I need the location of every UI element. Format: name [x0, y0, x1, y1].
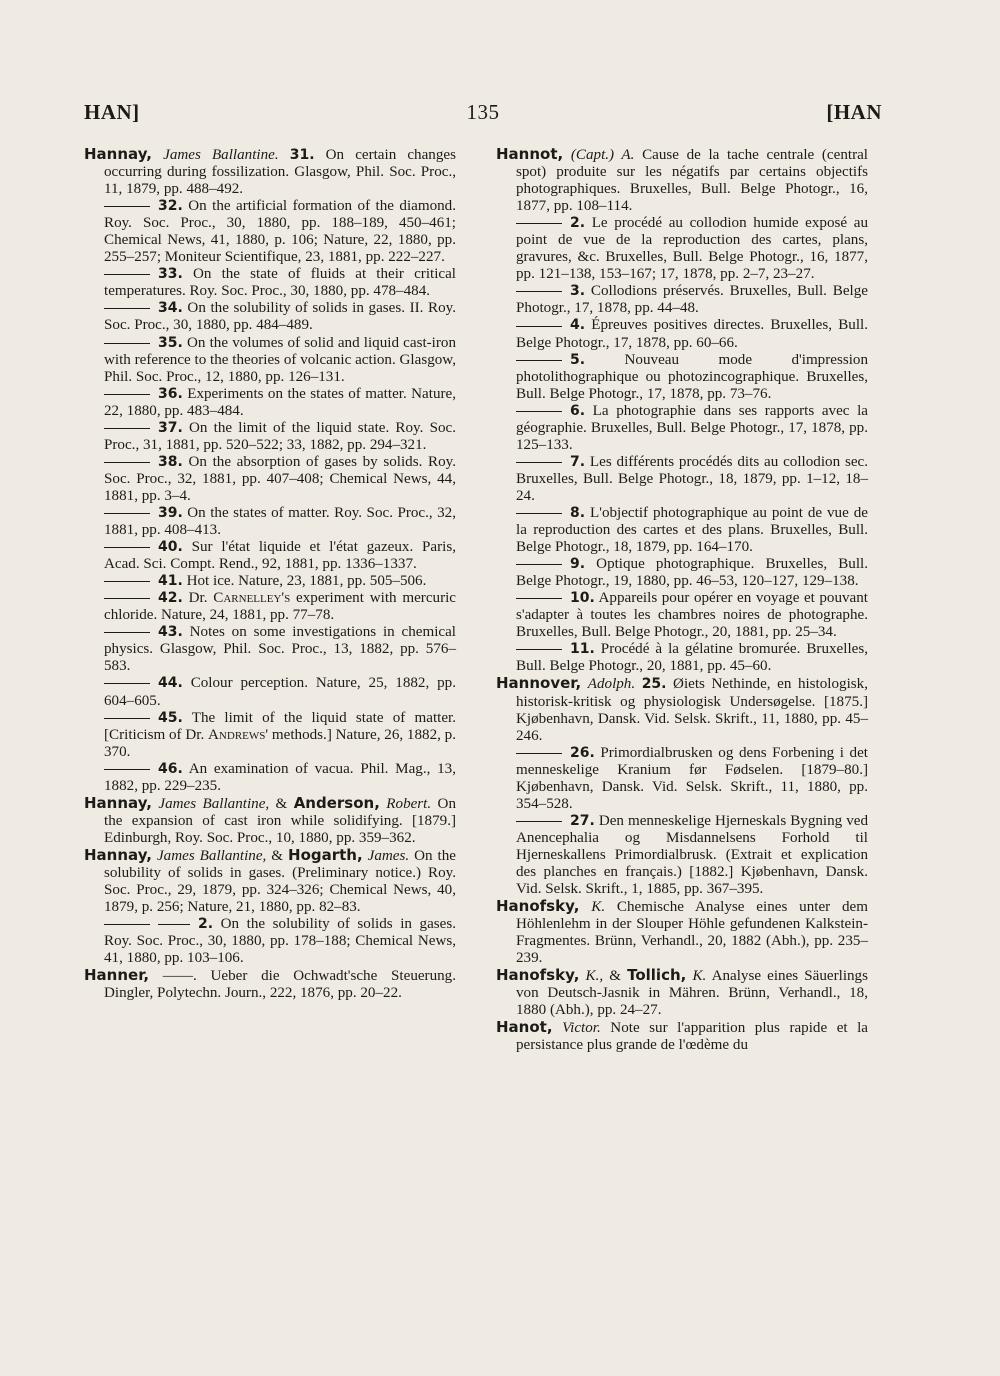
entry-text: On the expansion of cast iron while solidifying. [1879.] Edinburgh, Roy. Soc. Proc., 10, 1880, pp. 359–362. [104, 795, 456, 846]
entry-text: Notes on some investigations in chemical physics. Glasgow, Phil. Soc. Proc., 13, 1882, pp. 576–583. [104, 624, 456, 675]
entry-36 [84, 386, 456, 420]
entry-text: Colour perception. Nature, 25, 1882, pp. 604–605. [104, 675, 456, 709]
entry-hannover-26 [496, 745, 868, 813]
entry-text: On the volumes of solid and liquid cast-iron with reference to the theories of volcanic action. Glasgow, Phil. Soc. Proc., 12, 1880, pp. 126–131. [104, 334, 456, 385]
coauthor-name: Anderson, [293, 793, 380, 812]
entry-41 [84, 573, 456, 590]
entry-number: 7. [570, 453, 586, 470]
entry-number: 41. [158, 573, 183, 590]
entry-text-pre: Dr. [182, 590, 214, 607]
entry-text: On the solubility of solids in gases. Roy. Soc. Proc., 30, 1880, pp. 178–188; Chemical News, 41, 1880, pp. 103–106. [104, 916, 456, 967]
header-left-guide: HAN] [84, 100, 140, 124]
author-name: Hanofsky, [496, 966, 580, 985]
entry-hannay-hogarth [84, 847, 456, 916]
small-caps-name: Andrews' [208, 726, 269, 743]
ditto-dash [104, 308, 150, 309]
entry-text: Cause de la tache centrale (central spot) produite sur les négatifs par certains objectifs photographiques. Bruxelles, Bull. Belge Photogr., 16, 1877, pp. 108–114. [516, 147, 868, 215]
entry-text: Ueber die Ochwadt'sche Steuerung. Dingler, Polytechn. Journ., 222, 1876, pp. 20–22. [104, 968, 457, 1002]
author-given: Victor. [562, 1020, 601, 1037]
entry-33 [84, 266, 456, 300]
entry-number: 10. [570, 590, 595, 607]
coauthor-name: Hogarth, [288, 845, 363, 864]
entry-text: Sur l'état liquide et l'état gazeux. Paris, Acad. Sci. Compt. Rend., 92, 1881, pp. 1336–1337. [104, 539, 456, 573]
entry-number: 2. [198, 916, 214, 933]
entry-number: 32. [158, 198, 183, 215]
left-column [84, 146, 456, 1002]
author-name: Hannover, [496, 674, 582, 693]
entry-number: 8. [570, 504, 586, 521]
entry-hanofsky [496, 898, 868, 967]
entry-text: La photographie dans ses rapports avec la géographie. Bruxelles, Bull. Belge Photogr., 17, 1878, pp. 125–133. [516, 402, 868, 453]
entry-text: Hot ice. Nature, 23, 1881, pp. 505–506. [182, 573, 427, 590]
ditto-dash [104, 547, 150, 548]
author-name: Hannay, [84, 793, 153, 812]
entry-text: Optique photographique. Bruxelles, Bull. Belge Photogr., 19, 1880, pp. 46–53, 120–127, 129–138. [516, 556, 868, 590]
entry-number: 39. [158, 504, 183, 521]
entry-text: Analyse eines Säuerlings von Deutsch-Jasnik in Mähren. Brünn, Verhandl., 18, 1880 (Abh.), pp. 24–27. [516, 968, 868, 1019]
ditto-dash [516, 360, 562, 361]
entry-number: 37. [158, 419, 183, 436]
ditto-dash [516, 326, 562, 327]
ditto-dash [516, 564, 562, 565]
entry-hannot-11 [496, 641, 868, 675]
entry-text: On the state of fluids at their critical temperatures. Roy. Soc. Proc., 30, 1880, pp. 478–484. [104, 266, 456, 300]
author-given: K. [591, 899, 606, 916]
entry-hannot-4 [496, 317, 868, 351]
entry-text: experiment with mercuric chloride. Nature, 24, 1881, pp. 77–78. [104, 590, 456, 624]
entry-hogarth-2 [84, 916, 456, 967]
ditto-dash [516, 291, 562, 292]
entry-39 [84, 505, 456, 539]
entry-43 [84, 624, 456, 675]
entry-45 [84, 710, 456, 761]
entry-text: On the solubility of solids in gases. (Preliminary notice.) Roy. Soc. Proc., 29, 1879, pp. 324–326; Chemical News, 40, 1879, p. 256; Nature, 21, 1880, pp. 82–83. [104, 847, 456, 916]
right-column [496, 146, 868, 1054]
entry-number: 43. [158, 624, 183, 641]
entry-text: On the limit of the liquid state. Roy. Soc. Proc., 31, 1881, pp. 520–522; 33, 1882, pp. 294–321. [104, 419, 456, 453]
entry-text: On the states of matter. Roy. Soc. Proc., 32, 1881, pp. 408–413. [104, 504, 456, 539]
coauthor-given: James. [367, 847, 410, 864]
entry-number: 11. [570, 641, 595, 658]
ditto-dash [104, 428, 150, 429]
ditto-dash [104, 769, 150, 770]
entry-text: L'objectif photographique au point de vue de la reproduction des cartes et des plans. Bruxelles, Bull. Belge Photogr., 18, 1879, pp. 164–170. [516, 504, 868, 556]
entry-hannot-3 [496, 283, 868, 317]
entry-hanofsky-tollich [496, 967, 868, 1019]
ditto-dash [104, 513, 150, 514]
entry-number: 34. [158, 300, 183, 317]
entry-number: 42. [158, 590, 183, 607]
ditto-dash [104, 394, 150, 395]
entry-number: 25. [641, 676, 667, 693]
entry-number: 27. [570, 812, 595, 829]
entry-hannot-1 [496, 146, 868, 215]
entry-text: Les différents procédés dits au collodion sec. Bruxelles, Bull. Belge Photogr., 18, 1879, pp. 1–12, 18–24. [516, 453, 868, 504]
entry-number: 6. [570, 402, 586, 419]
entry-hannay-anderson [84, 795, 456, 847]
coauthor-given: K. [692, 968, 707, 985]
entry-number: 45. [158, 709, 183, 726]
entry-text: Nouveau mode d'impression photolithographique ou photozincographique. Bruxelles, Bull. Belge Photogr., 17, 1878, pp. 73–76. [516, 351, 868, 402]
ditto-dash [104, 274, 150, 275]
ditto-dash [104, 462, 150, 463]
entry-text: Épreuves positives directes. Bruxelles, Bull. Belge Photogr., 17, 1878, pp. 60–66. [516, 317, 868, 351]
entry-44 [84, 675, 456, 709]
author-name: Hannay, [84, 845, 153, 864]
entry-hannot-7 [496, 454, 868, 505]
entry-40 [84, 539, 456, 573]
entry-text: Primordialbrusken og dens Forbening i det menneskelige Kranium før Fødselen. [1879–80.] Kjøbenhavn, Dansk. Vid. Selsk. Skrift., 11, 1880, pp. 354–528. [516, 744, 868, 812]
ditto-dash [516, 821, 562, 822]
entry-number: 40. [158, 539, 183, 556]
ditto-dash [104, 581, 150, 582]
ditto-dash [104, 924, 150, 925]
entry-text-pre: The limit of the liquid state of matter. [Criticism of Dr. [104, 709, 456, 743]
author-given: (Capt.) A. [570, 147, 635, 163]
entry-text: Note sur l'apparition plus rapide et la persistance plus grande de l'œdème du [516, 1020, 868, 1054]
entry-hannot-10 [496, 590, 868, 641]
entry-hannover-25 [496, 675, 868, 744]
ditto-dash [104, 598, 150, 599]
entry-number: 5. [570, 351, 586, 368]
entry-hannover-27 [496, 813, 868, 898]
ampersand: & [269, 795, 294, 812]
entry-37 [84, 420, 456, 454]
entry-text: On certain changes occurring during fossilization. Glasgow, Phil. Soc. Proc., 11, 1879, pp. 488–492. [104, 147, 456, 198]
entry-hannot-8 [496, 505, 868, 556]
author-given: James Ballantine. [163, 147, 279, 163]
entry-text: An examination of vacua. Phil. Mag., 13, 1882, pp. 229–235. [104, 760, 456, 794]
entry-text: Appareils pour opérer en voyage et pouvant s'adapter à toutes les chambres noires de photographe. Bruxelles, Bull. Belge Photogr., 20, 1881, pp. 25–34. [516, 590, 868, 641]
author-given: James Ballantine, [158, 795, 270, 812]
entry-38 [84, 454, 456, 505]
small-caps-name: Carnelley's [213, 590, 291, 607]
entry-hannot-9 [496, 556, 868, 590]
entry-text: Experiments on the states of matter. Nature, 22, 1880, pp. 483–484. [104, 385, 456, 419]
entry-text: On the artificial formation of the diamond. Roy. Soc. Proc., 30, 1880, pp. 188–189, 450–461; Chemical News, 41, 1880, p. 106; Nature, 22, 1880, pp. 255–257; Moniteur Scientifique, 23, 1881, pp. 222–227. [104, 198, 456, 266]
author-name: Hannot, [496, 145, 564, 163]
entry-number: 3. [570, 283, 586, 300]
ditto-dash [104, 632, 150, 633]
entry-text: Collodions préservés. Bruxelles, Bull. Belge Photogr., 17, 1878, pp. 44–48. [516, 283, 868, 317]
ditto-dash [516, 649, 562, 650]
entry-42 [84, 590, 456, 624]
entry-34 [84, 300, 456, 334]
author-name: Hanot, [496, 1018, 553, 1037]
entry-hanner [84, 967, 456, 1002]
entry-32 [84, 198, 456, 266]
entry-number: 46. [158, 760, 183, 777]
ampersand: & [603, 968, 628, 985]
ditto-dash [516, 411, 562, 412]
entry-text: Procédé à la gélatine bromurée. Bruxelles, Bull. Belge Photogr., 20, 1881, pp. 45–60. [516, 641, 868, 675]
entry-46 [84, 761, 456, 795]
author-name: Hanofsky, [496, 897, 580, 916]
entry-hannot-6 [496, 403, 868, 454]
entry-text: Den menneskelige Hjerneskals Bygning ved Anencephalia og Misdannelsens Forhold til Hjerneskallens Primordialbrusk. (Extrait et explication des planches en français.) [1882.] Kjøbenhavn, Dansk. Vid. Selsk. Skrift., 1, 1885, pp. 367–395. [516, 812, 868, 898]
entry-number: 26. [570, 744, 595, 761]
ditto-dash [104, 343, 150, 344]
entry-text: Le procédé au collodion humide exposé au point de vue de la reproduction des cartes, plans, gravures, &c. Bruxelles, Bull. Belge Photogr., 16, 1877, pp. 121–138, 153–167; 17, 1878, pp. 2–7, 23–27. [516, 215, 868, 283]
header-right-guide: [HAN [826, 100, 882, 124]
entry-text: On the solubility of solids in gases. II. Roy. Soc. Proc., 30, 1880, pp. 484–489. [104, 300, 456, 334]
ditto-dash [516, 462, 562, 463]
author-name: Hanner, [84, 966, 150, 985]
entry-text: Øiets Nethinde, en histologisk, historisk-kritisk og physiologisk Undersøgelse. [1875.] Kjøbenhavn, Dansk. Vid. Selsk. Skrift., 11, 1880, pp. 45–246. [516, 676, 868, 744]
entry-text: Chemische Analyse eines unter dem Höhlenlehm in der Slouper Höhle gefundenen Kalkstein-Fragmentes. Brünn, Verhandl., 20, 1882 (Abh.), pp. 235–239. [516, 899, 868, 967]
entry-hannot-2 [496, 215, 868, 283]
entry-35 [84, 335, 456, 386]
running-header [84, 100, 882, 130]
ditto-dash [516, 223, 562, 224]
entry-number: 31. [289, 147, 315, 163]
entry-number: 2. [570, 215, 586, 232]
entry-number: 33. [158, 266, 183, 283]
entry-number: 36. [158, 385, 183, 402]
ditto-dash [516, 598, 562, 599]
entry-hannot-5 [496, 352, 868, 403]
entry-number: 35. [158, 334, 183, 351]
ditto-dash [104, 683, 150, 684]
author-given: ——. [149, 968, 197, 985]
ditto-dash [104, 718, 150, 719]
ditto-dash [104, 206, 150, 207]
page-number: 135 [466, 100, 500, 124]
author-name: Hannay, [84, 145, 153, 163]
entry-number: 44. [158, 675, 183, 692]
entry-text: On the absorption of gases by solids. Roy. Soc. Proc., 32, 1881, pp. 407–408; Chemical News, 44, 1881, pp. 3–4. [104, 453, 456, 504]
ditto-dash [516, 513, 562, 514]
entry-number: 9. [570, 556, 586, 573]
entry-text: methods.] Nature, 26, 1882, p. 370. [104, 726, 456, 760]
ditto-dash [516, 753, 562, 754]
coauthor-name: Tollich, [627, 966, 687, 985]
author-given: Adolph. [587, 676, 636, 693]
entry-hanot [496, 1019, 868, 1054]
ditto-dash-second [158, 924, 190, 925]
entry-number: 38. [158, 453, 183, 470]
ampersand: & [266, 847, 289, 864]
entry-hannay-31 [84, 146, 456, 198]
author-given: James Ballantine, [156, 847, 267, 864]
author-given: K., [585, 968, 604, 985]
entry-number: 4. [570, 317, 586, 334]
coauthor-given: Robert. [386, 795, 432, 812]
